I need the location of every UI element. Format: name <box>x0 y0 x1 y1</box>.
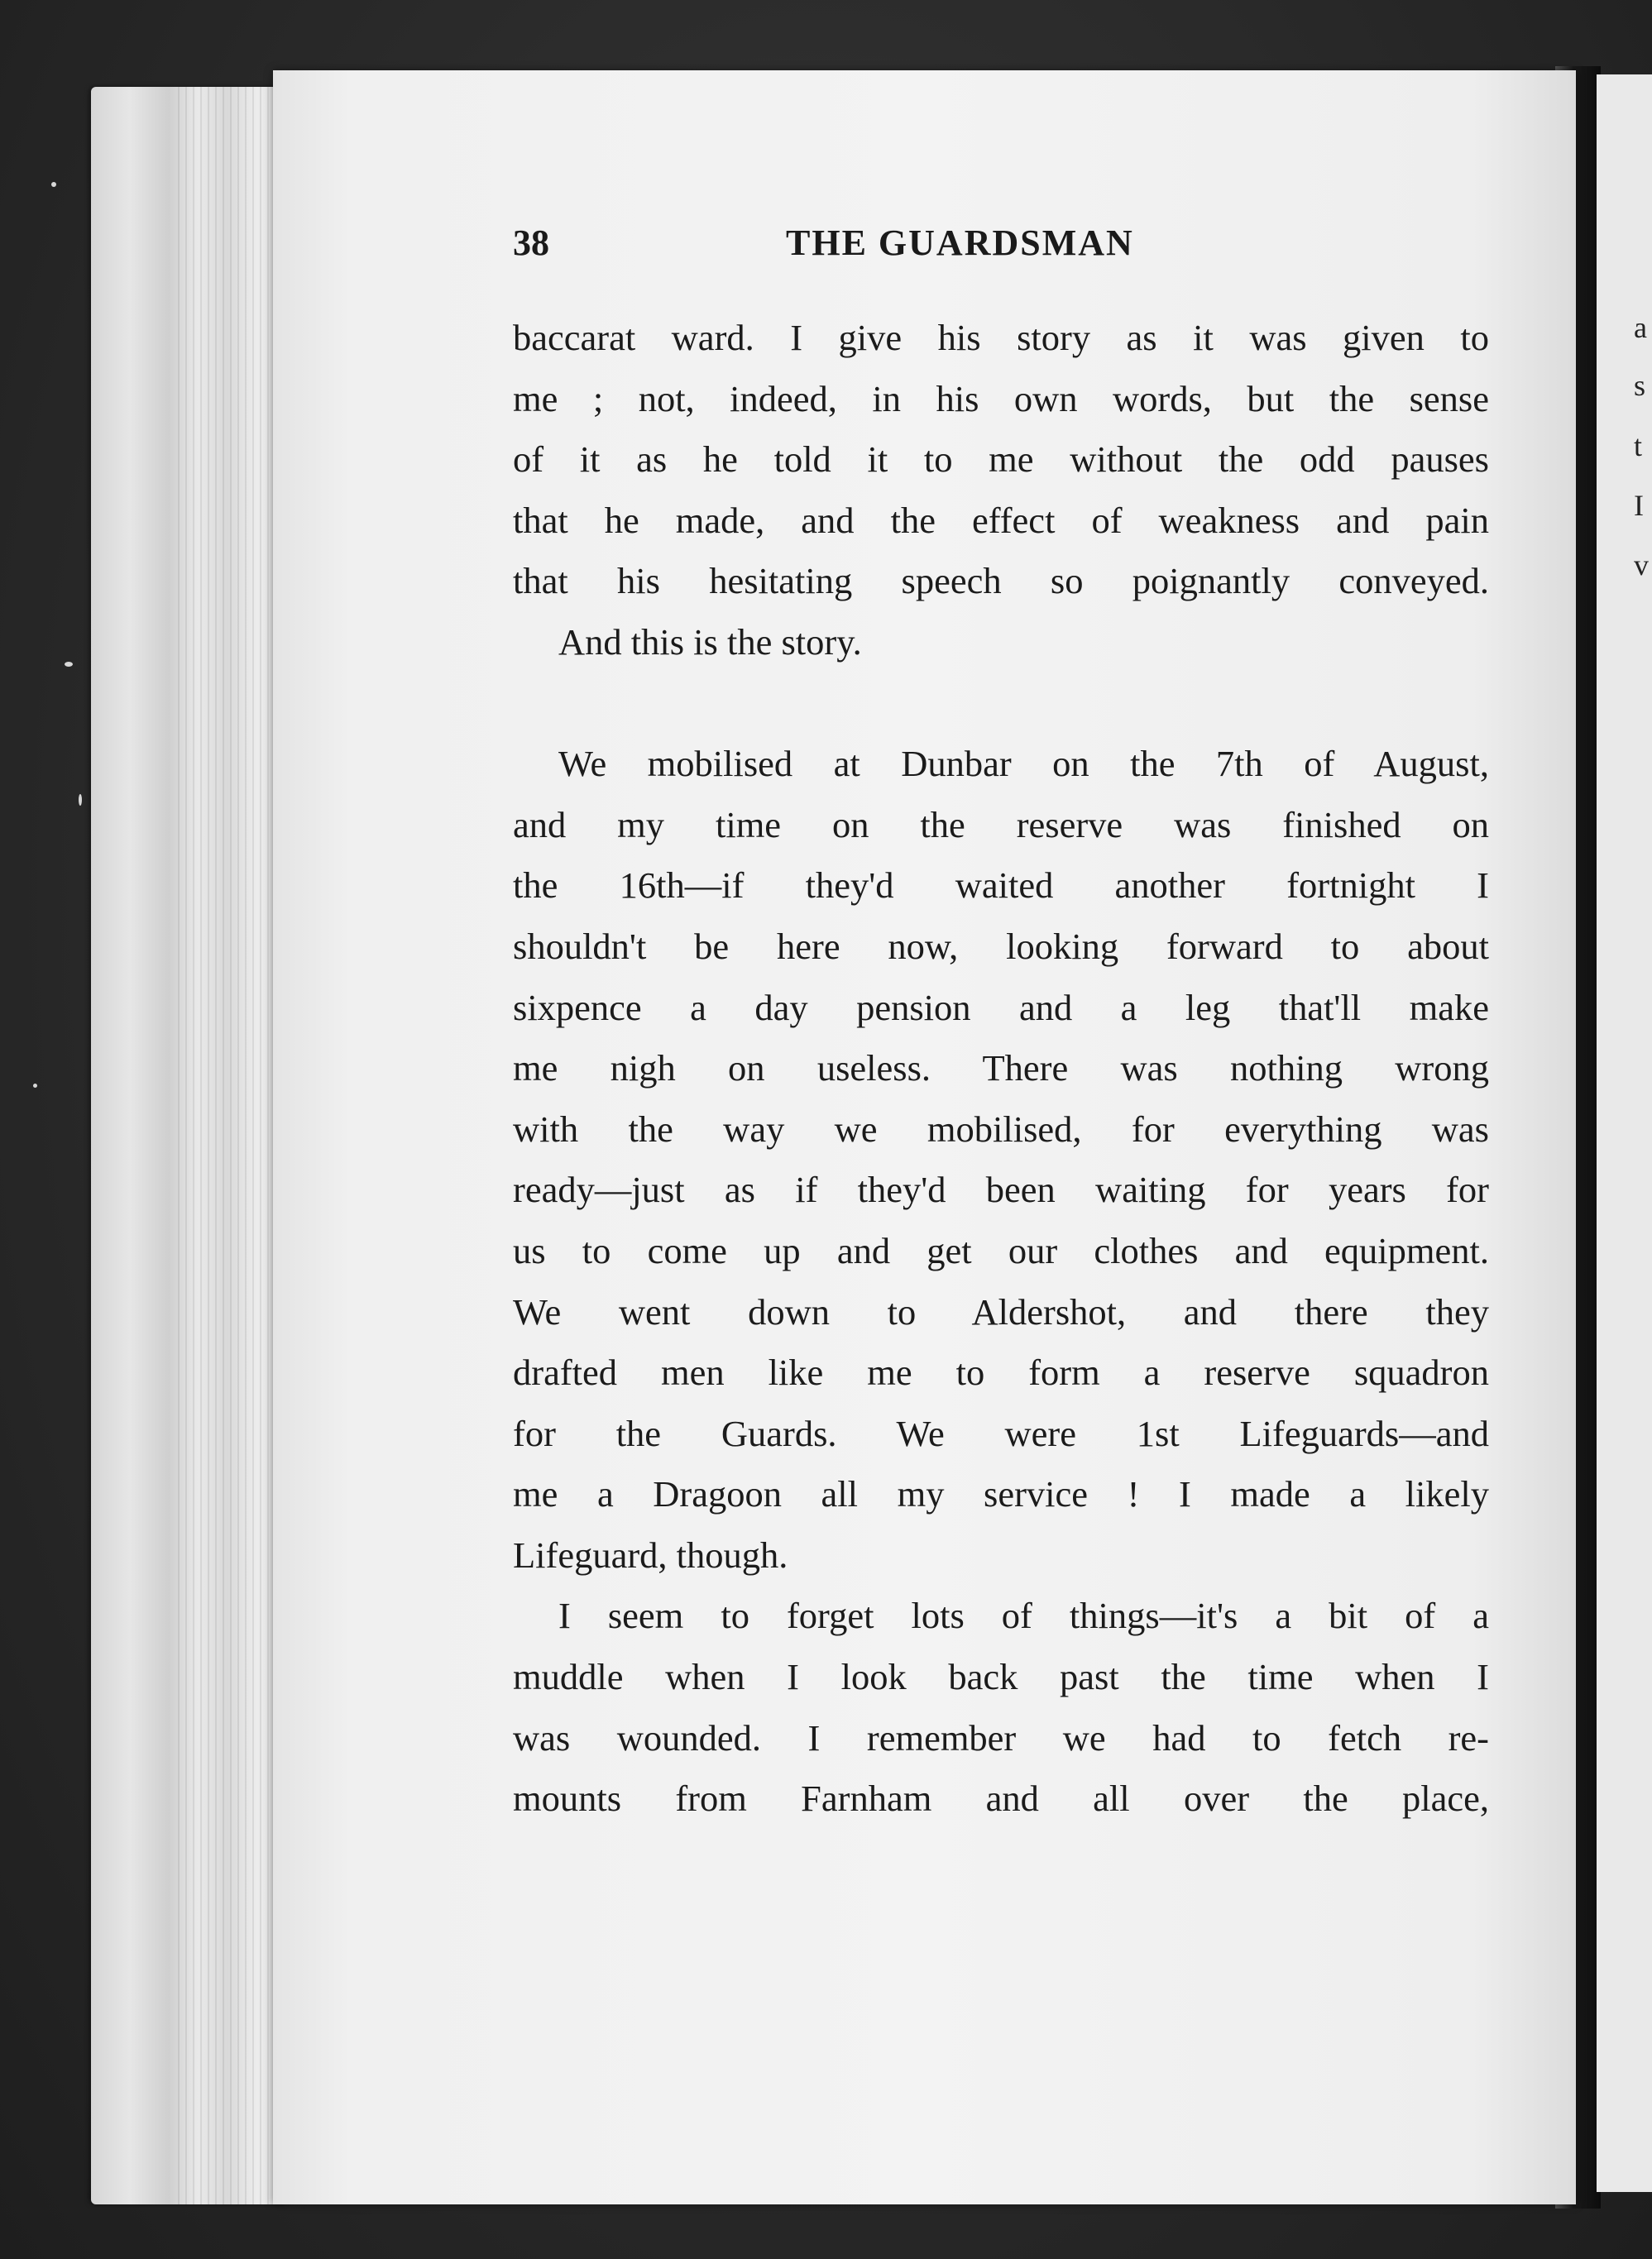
text-line: I seem to forget lots of things—it's a bit of a <box>558 1595 1489 1637</box>
scan-speck <box>65 662 73 667</box>
text-line: baccarat ward. I give his story as it was given to <box>513 317 1489 358</box>
facing-page-fragment: t <box>1634 429 1643 462</box>
text-line: ready—just as if they'd been waiting for years for <box>513 1169 1489 1211</box>
text-line: drafted men like me to form a reserve squadron <box>513 1352 1489 1394</box>
paragraph-break <box>513 673 1489 735</box>
text-line: shouldn't be here now, looking forward to about <box>513 925 1489 967</box>
facing-page <box>1597 74 1652 2192</box>
text-line: We mobilised at Dunbar on the 7th of August, <box>558 743 1489 785</box>
page-stack-lines <box>178 87 277 2204</box>
text-line: with the way we mobilised, for everything was <box>513 1108 1489 1150</box>
running-head: THE GUARDSMAN <box>786 223 1134 263</box>
body-text <box>513 308 1489 1830</box>
text-line: that he made, and the effect of weakness and pain <box>513 499 1489 541</box>
page-header <box>513 222 1489 271</box>
scan-speck <box>51 182 56 187</box>
facing-page-fragment: I <box>1634 489 1644 522</box>
text-line: of it as he told it to me without the odd pauses <box>513 438 1489 481</box>
facing-page-fragment: s <box>1634 369 1646 402</box>
text-line: muddle when I look back past the time when I <box>513 1656 1489 1698</box>
text-line: me a Dragoon all my service ! I made a likely <box>513 1473 1489 1515</box>
text-line: and my time on the reserve was finished on <box>513 803 1489 845</box>
text-line: the 16th—if they'd waited another fortnight I <box>513 864 1489 907</box>
scan-speck <box>33 1084 37 1088</box>
text-line: And this is the story. <box>558 620 862 663</box>
text-line: that his hesitating speech so poignantly conveyed. <box>513 560 1489 602</box>
scan-speck <box>79 794 82 806</box>
facing-page-fragment: v <box>1634 548 1649 582</box>
page-number: 38 <box>513 223 549 263</box>
text-line: sixpence a day pension and a leg that'll make <box>513 986 1489 1028</box>
text-line: for the Guards. We were 1st Lifeguards—and <box>513 1412 1489 1454</box>
text-line: Lifeguard, though. <box>513 1534 788 1576</box>
text-line: me nigh on useless. There was nothing wrong <box>513 1047 1489 1089</box>
text-line: We went down to Aldershot, and there they <box>513 1290 1489 1333</box>
text-line: mounts from Farnham and all over the place, <box>513 1778 1489 1820</box>
text-line: was wounded. I remember we had to fetch re- <box>513 1716 1489 1759</box>
facing-page-fragment: a <box>1634 311 1647 344</box>
text-line: us to come up and get our clothes and equipment. <box>513 1229 1489 1271</box>
text-line: me ; not, indeed, in his own words, but the sense <box>513 377 1489 419</box>
